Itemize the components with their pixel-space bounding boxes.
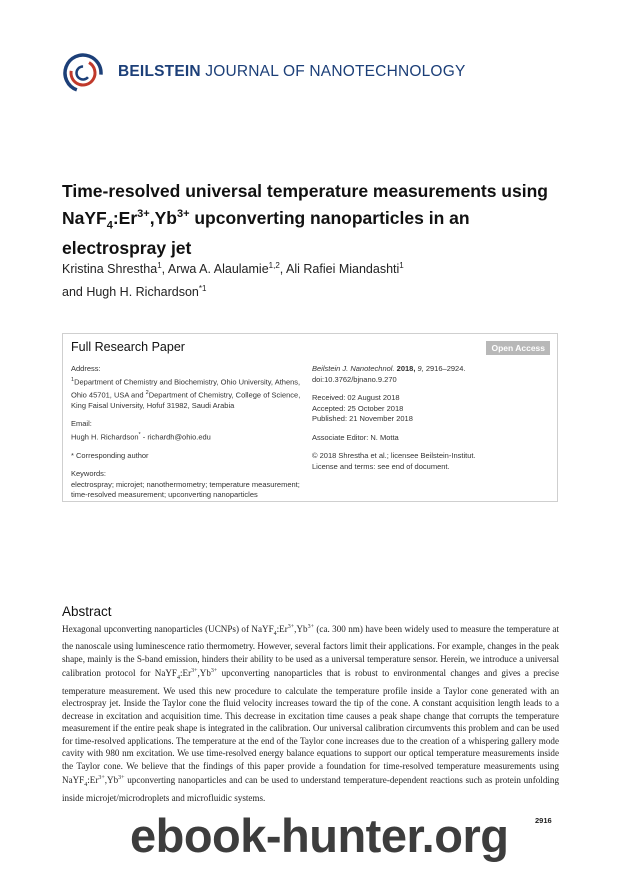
citation-line: Beilstein J. Nanotechnol. 2018, 9, 2916–2924.	[312, 364, 466, 373]
info-right-column	[312, 364, 552, 472]
corresponding-author-note: * Corresponding author	[71, 450, 149, 460]
page-number: 2916	[535, 816, 552, 825]
open-access-badge: Open Access	[486, 341, 550, 355]
article-info-box	[62, 333, 558, 502]
paper-title: Time-resolved universal temperature measurements using $NaYF_4:Er^{3+},Yb^{3+}$ upconverting nanoparticles in an electrospray jet	[62, 181, 548, 259]
abstract-heading: Abstract	[62, 604, 112, 619]
keywords-label: Keywords:	[71, 469, 107, 478]
journal-name	[118, 63, 466, 81]
email-label: Email:	[71, 419, 92, 428]
watermark-text: ebook-hunter.org	[130, 809, 509, 862]
copyright-line: © 2018 Shrestha et al.; licensee Beilstein-Institut.	[312, 451, 476, 460]
keywords-text: electrospray; microjet; nanothermometry; temperature measurement; time-resolved measurement; upconverting nanoparticles	[71, 479, 300, 499]
associate-editor: Associate Editor: N. Motta	[312, 432, 399, 442]
beilstein-logo-icon	[62, 52, 104, 94]
accepted-date: Accepted: 25 October 2018	[312, 403, 404, 413]
paper-type-label: Full Research Paper	[71, 340, 185, 354]
received-date: Received: 02 August 2018	[312, 393, 400, 402]
journal-name-bold: BEILSTEIN	[118, 63, 201, 80]
license-line: License and terms: see end of document.	[312, 461, 450, 471]
email-line[interactable]: Hugh H. Richardson* - richardh@ohio.edu	[71, 431, 211, 441]
address-label: Address:	[71, 364, 101, 373]
info-left-column	[71, 364, 307, 501]
abstract-body: Hexagonal upconverting nanoparticles (UCNPs) of $NaYF_4:Er^{3+},Yb^{3+}$ (ca. 300 nm) have been widely used to measure the temperature at the nanoscale using luminescence ratio thermometry. However, several factors limit their applications. For example, changes in the peak shape, mainly is the S-band emission, hinders their ability to be used as a universal temperature sensor. Herein, we introduce a universal calibration protocol for $NaYF_4:Er^{3+},Yb^{3+}$ upconverting nanoparticles that is robust to environmental changes and gives a precise temperature measurement. We used this new procedure to calculate the temperature profile inside a Taylor cone generated with an electrospray jet. Inside the Taylor cone the fluid velocity increases toward the tip of the cone. A constant acquisition length leads to a decrease in excitation and acquisition time. This decrease in excitation time causes a peak shape change that corrupts the temperature measurement if the entire peak shape is integrated in the calibration. Our universal calibration circumvents this problem and can be used for time-resolved applications. The temperature at the end of the Taylor cone increases due to the creation of a whispering gallery mode cavity with 980 nm excitation. We use time-resolved energy balance equations to support our optical temperature measurements inside the Taylor cone. We believe that the findings of this paper provide a foundation for time-resolved temperature measurements using $NaYF_4:Er^{3+},Yb^{3+}$ upconverting nanoparticles and can be used to understand temperature-dependent reactions such as protein unfolding inside microjet/microdroplets and microfluidic systems.	[62, 624, 559, 803]
address-text: $^1$Department of Chemistry and Biochemistry, Ohio University, Athens, Ohio 45701, USA and $^2$Department of Chemistry, College of Science, King Faisal University, Hofuf 31982, Saudi Arabia	[71, 376, 301, 410]
author-list: Kristina Shrestha$^1$, Arwa A. Alaulamie$^{1,2}$, Ali Rafiei Miandashti$^1$ and Hugh H. Richardson$^{*1}$	[62, 261, 404, 300]
doi-link[interactable]: doi:10.3762/bjnano.9.270	[312, 374, 397, 384]
published-date: Published: 21 November 2018	[312, 414, 413, 423]
journal-name-rest: JOURNAL OF NANOTECHNOLOGY	[205, 63, 466, 80]
